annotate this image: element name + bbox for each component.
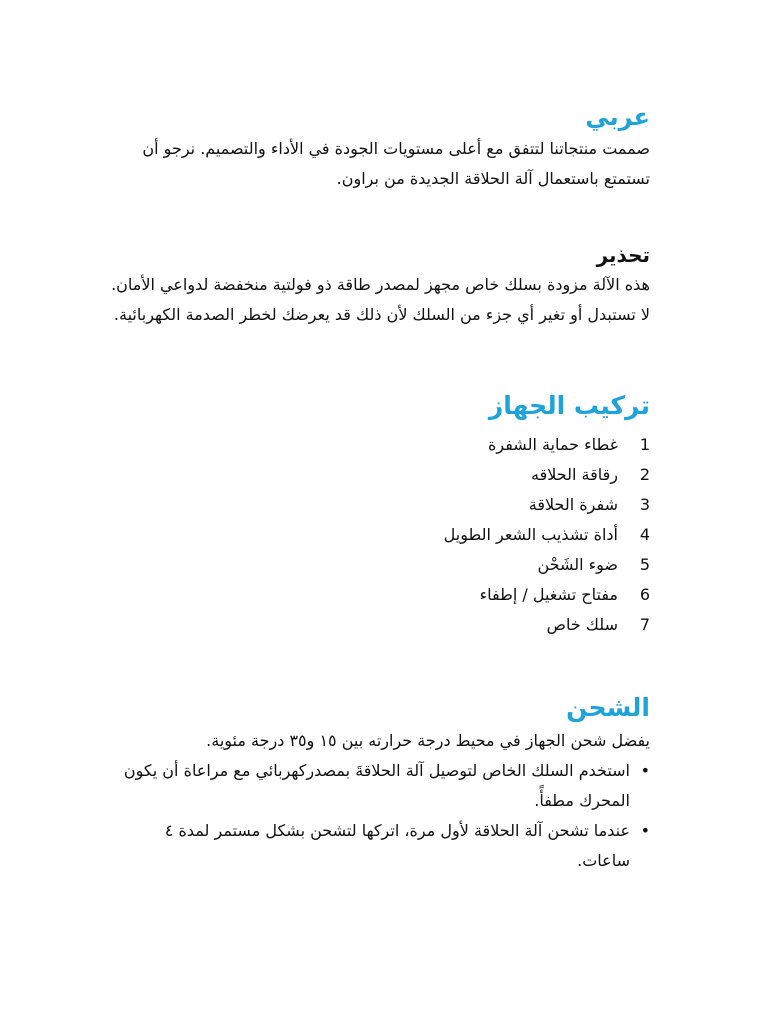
list-item xyxy=(110,610,650,640)
language-heading: عربي xyxy=(585,103,650,131)
part-label: غطاء حماية الشفرة xyxy=(487,435,618,454)
part-label: رقاقة الحلاقه xyxy=(531,465,618,484)
bullet-icon: • xyxy=(640,821,650,840)
bullet-icon: • xyxy=(640,761,650,780)
part-label: أداة تشذيب الشعر الطويل xyxy=(443,525,618,544)
spacer xyxy=(110,330,650,388)
manual-page xyxy=(110,100,650,876)
parts-list xyxy=(110,430,650,640)
part-label: ضوء الشَحْن xyxy=(537,555,618,574)
part-label: شفرة الحلاقة xyxy=(528,495,618,514)
list-item xyxy=(110,550,650,580)
warning-heading: تحذير xyxy=(596,243,650,267)
spacer xyxy=(110,640,650,690)
charging-intro: يفضل شحن الجهاز في محيط درجة حرارته بين ١٥ و٣٥ درجة مئوية. xyxy=(206,731,650,750)
charging-bullets xyxy=(110,756,650,876)
list-item xyxy=(110,520,650,550)
list-item xyxy=(110,430,650,460)
assembly-heading: تركيب الجهاز xyxy=(488,391,650,420)
list-item xyxy=(110,490,650,520)
part-number: 3 xyxy=(639,495,650,514)
warning-paragraph: هذه الآلة مزودة بسلك خاص مجهز لمصدر طاقة ذو فولتية منخفضة لدواعي الأمان. لا تستبدل أو تغير أي جزء من السلك لأن ذلك قد يعرضك لخطر الصدمة الكهربائية. xyxy=(111,275,650,324)
part-number: 4 xyxy=(639,525,650,544)
part-number: 2 xyxy=(639,465,650,484)
list-item xyxy=(110,460,650,490)
part-number: 1 xyxy=(639,435,650,454)
part-number: 6 xyxy=(639,585,650,604)
list-item xyxy=(110,756,650,816)
part-label: سلك خاص xyxy=(546,615,618,634)
bullet-text: استخدم السلك الخاص لتوصيل آلة الحلاقةَ بمصدركهربائي مع مراعاة أن يكون المحرك مطفأً. xyxy=(123,761,630,810)
part-number: 5 xyxy=(639,555,650,574)
intro-paragraph: صممت منتجاتنا لتتفق مع أعلى مستويات الجودة في الأداء والتصميم. نرجو أن تستمتع باستعمال آلة الحلاقة الجديدة من براون. xyxy=(142,139,650,188)
bullet-text: عندما تشحن آلة الحلاقة لأول مرة، اتركها لتشحن بشكل مستمر لمدة ٤ ساعات. xyxy=(164,821,630,870)
part-number: 7 xyxy=(639,615,650,634)
list-item xyxy=(110,580,650,610)
part-label: مفتاح تشغيل / إطفاء xyxy=(479,585,618,604)
charging-heading: الشحن xyxy=(566,693,650,722)
spacer xyxy=(110,194,650,240)
list-item xyxy=(110,816,650,876)
